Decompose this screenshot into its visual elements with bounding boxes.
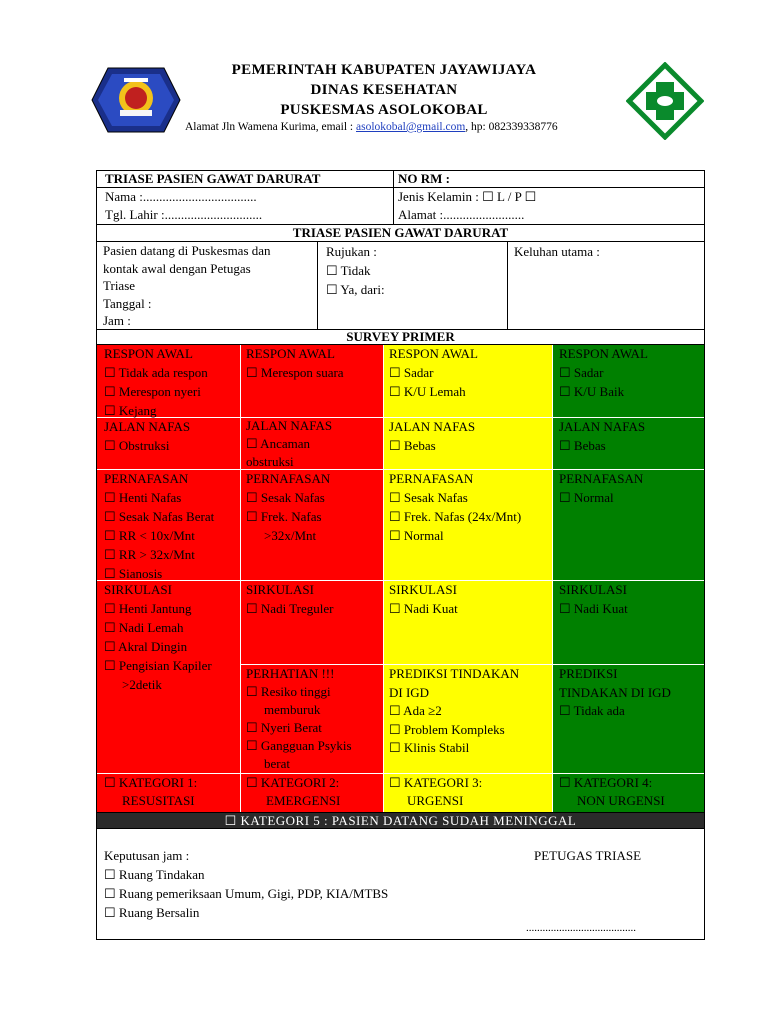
green-prediksi-heading: PREDIKSI bbox=[559, 666, 618, 681]
red2-sesak-nafas-checkbox[interactable]: ☐ Sesak Nafas bbox=[246, 490, 325, 505]
yellow-pernafasan-heading: PERNAFASAN bbox=[389, 471, 474, 486]
kategori-2-checkbox[interactable]: ☐ KATEGORI 2: bbox=[246, 775, 340, 790]
keputusan-jam-field[interactable]: Keputusan jam : bbox=[104, 848, 190, 863]
patient-info-block bbox=[393, 187, 705, 225]
arrival-time-field[interactable]: Jam : bbox=[103, 313, 131, 328]
red2-sirkulasi-block bbox=[246, 580, 382, 618]
green-respon-block bbox=[559, 344, 704, 401]
green-ku-baik-checkbox[interactable]: ☐ K/U Baik bbox=[559, 384, 625, 399]
yellow-prediksi-block bbox=[389, 665, 551, 758]
signature-line[interactable]: ........................................ bbox=[526, 922, 636, 934]
no-rm-label: NO RM : bbox=[398, 171, 450, 186]
green-pernafasan-heading: PERNAFASAN bbox=[559, 471, 644, 486]
yellow-problem-kompleks-checkbox[interactable]: ☐ Problem Kompleks bbox=[389, 721, 505, 737]
yellow-ku-lemah-checkbox[interactable]: ☐ K/U Lemah bbox=[389, 384, 466, 399]
red1-respon-heading: RESPON AWAL bbox=[104, 346, 193, 361]
green-sirkulasi-heading: SIRKULASI bbox=[559, 582, 627, 597]
name-field[interactable]: Nama :................................... bbox=[105, 189, 257, 204]
red1-nadi-lemah-checkbox[interactable]: ☐ Nadi Lemah bbox=[104, 620, 184, 635]
vdivider-1 bbox=[240, 345, 241, 812]
address-line bbox=[185, 121, 558, 133]
address-suffix: , hp: 082339338776 bbox=[465, 121, 558, 133]
red2-perhatian-heading: PERHATIAN !!! bbox=[246, 666, 335, 681]
green-column bbox=[552, 345, 704, 812]
arrival-block bbox=[96, 241, 318, 330]
vdivider-2 bbox=[383, 345, 384, 812]
red1-sirkulasi-heading: SIRKULASI bbox=[104, 582, 172, 597]
yellow-ada-2-checkbox[interactable]: ☐ Ada ≥2 bbox=[389, 703, 442, 718]
address-field[interactable]: Alamat :......................... bbox=[398, 207, 525, 222]
green-jalan-heading: JALAN NAFAS bbox=[559, 419, 646, 434]
email-link[interactable]: asolokobal@gmail.com bbox=[356, 121, 466, 133]
red1-pernafasan-heading: PERNAFASAN bbox=[104, 471, 189, 486]
kategori-1-block[interactable] bbox=[104, 774, 240, 810]
form-title-text: TRIASE PASIEN GAWAT DARURAT bbox=[105, 171, 321, 186]
green-sirkulasi-block bbox=[559, 580, 704, 618]
address-prefix: Alamat Jln Wamena Kurima, email : bbox=[185, 121, 356, 133]
red2-frek-nafas-checkbox[interactable]: ☐ Frek. Nafas bbox=[246, 509, 322, 524]
red2-pernafasan-heading: PERNAFASAN bbox=[246, 471, 331, 486]
red2-gangguan-psykis-detail: berat bbox=[264, 756, 290, 771]
yellow-respon-heading: RESPON AWAL bbox=[389, 346, 478, 361]
red1-pengisian-kapiler-detail: >2detik bbox=[122, 677, 162, 692]
grid-border-right bbox=[704, 345, 705, 813]
yellow-nadi-kuat-checkbox[interactable]: ☐ Nadi Kuat bbox=[389, 601, 458, 616]
red1-henti-jantung-checkbox[interactable]: ☐ Henti Jantung bbox=[104, 601, 192, 616]
yellow-respon-block bbox=[389, 344, 551, 401]
red1-akral-dingin-checkbox[interactable]: ☐ Akral Dingin bbox=[104, 639, 188, 654]
yellow-prediksi-heading-2: DI IGD bbox=[389, 684, 430, 700]
arrival-text-3: Triase bbox=[103, 278, 136, 293]
kategori-3-checkbox[interactable]: ☐ KATEGORI 3: bbox=[389, 775, 483, 790]
ruang-tindakan-checkbox[interactable]: ☐ Ruang Tindakan bbox=[104, 867, 205, 882]
keluhan-label: Keluhan utama : bbox=[514, 244, 600, 259]
arrival-text-2: kontak awal dengan Petugas bbox=[103, 260, 251, 276]
green-jalan-block bbox=[559, 417, 704, 455]
rujukan-block bbox=[317, 241, 508, 330]
green-bebas-checkbox[interactable]: ☐ Bebas bbox=[559, 438, 606, 453]
yellow-sesak-nafas-checkbox[interactable]: ☐ Sesak Nafas bbox=[389, 490, 468, 505]
ruang-bersalin-checkbox[interactable]: ☐ Ruang Bersalin bbox=[104, 905, 200, 920]
rujukan-label: Rujukan : bbox=[326, 244, 377, 259]
vdivider-3 bbox=[552, 345, 553, 812]
yellow-frek-nafas-checkbox[interactable]: ☐ Frek. Nafas (24x/Mnt) bbox=[389, 509, 522, 524]
red1-henti-nafas-checkbox[interactable]: ☐ Henti Nafas bbox=[104, 490, 182, 505]
kategori-2-block[interactable] bbox=[246, 774, 382, 810]
decision-options bbox=[104, 846, 484, 922]
kategori-4-block[interactable] bbox=[559, 774, 704, 810]
kategori-4-checkbox[interactable]: ☐ KATEGORI 4: bbox=[559, 775, 653, 790]
red2-perhatian-block bbox=[246, 665, 382, 773]
rujukan-tidak-checkbox[interactable]: ☐ Tidak bbox=[326, 263, 371, 278]
red2-nyeri-berat-checkbox[interactable]: ☐ Nyeri Berat bbox=[246, 720, 322, 735]
yellow-bebas-checkbox[interactable]: ☐ Bebas bbox=[389, 438, 436, 453]
red1-sirkulasi-block bbox=[104, 580, 240, 694]
red1-rr-low-checkbox[interactable]: ☐ RR < 10x/Mnt bbox=[104, 528, 195, 543]
keluhan-block[interactable] bbox=[507, 241, 705, 330]
patient-id-block bbox=[96, 187, 394, 225]
red2-ancaman-checkbox[interactable]: ☐ Ancaman bbox=[246, 436, 310, 451]
birthdate-field[interactable]: Tgl. Lahir :.............................. bbox=[105, 207, 263, 222]
yellow-klinis-stabil-checkbox[interactable]: ☐ Klinis Stabil bbox=[389, 740, 470, 755]
kategori-1-label: RESUSITASI bbox=[122, 793, 195, 808]
green-normal-checkbox[interactable]: ☐ Normal bbox=[559, 490, 614, 505]
red2-respon-heading: RESPON AWAL bbox=[246, 346, 335, 361]
petugas-triase-label: PETUGAS TRIASE bbox=[534, 848, 642, 863]
red2-frek-nafas-detail: >32x/Mnt bbox=[264, 528, 317, 543]
red1-jalan-block bbox=[104, 417, 240, 455]
yellow-normal-checkbox[interactable]: ☐ Normal bbox=[389, 528, 444, 543]
red2-resiko-tinggi-checkbox[interactable]: ☐ Resiko tinggi bbox=[246, 684, 331, 699]
green-respon-heading: RESPON AWAL bbox=[559, 346, 648, 361]
red2-ancaman-detail: obstruksi bbox=[246, 454, 294, 469]
grid-border-left bbox=[96, 345, 97, 813]
section-title: TRIASE PASIEN GAWAT DARURAT bbox=[96, 224, 705, 242]
red1-respon-block bbox=[104, 344, 240, 420]
government-title: PEMERINTAH KABUPATEN JAYAWIJAYA bbox=[231, 62, 537, 78]
green-tidak-ada-checkbox[interactable]: ☐ Tidak ada bbox=[559, 703, 625, 718]
yellow-jalan-block bbox=[389, 417, 551, 455]
gender-field[interactable]: Jenis Kelamin : ☐ L / P ☐ bbox=[398, 189, 537, 204]
puskesmas-title: PUSKESMAS ASOLOKOBAL bbox=[280, 102, 488, 118]
department-title: DINAS KESEHATAN bbox=[310, 82, 458, 98]
red1-rr-high-checkbox[interactable]: ☐ RR > 32x/Mnt bbox=[104, 547, 195, 562]
yellow-pernafasan-block bbox=[389, 469, 551, 545]
red2-gangguan-psykis-checkbox[interactable]: ☐ Gangguan Psykis bbox=[246, 738, 352, 753]
red2-nadi-ireguler-checkbox[interactable]: ☐ Nadi Treguler bbox=[246, 601, 334, 616]
green-nadi-kuat-checkbox[interactable]: ☐ Nadi Kuat bbox=[559, 601, 628, 616]
red1-jalan-heading: JALAN NAFAS bbox=[104, 419, 191, 434]
red2-sirkulasi-heading: SIRKULASI bbox=[246, 582, 314, 597]
yellow-jalan-heading: JALAN NAFAS bbox=[389, 419, 476, 434]
red1-pernafasan-block bbox=[104, 469, 240, 583]
green-prediksi-block bbox=[559, 665, 704, 721]
arrival-date-field[interactable]: Tanggal : bbox=[103, 295, 152, 311]
yellow-sirkulasi-heading: SIRKULASI bbox=[389, 582, 457, 597]
red1-merespon-nyeri-checkbox[interactable]: ☐ Merespon nyeri bbox=[104, 384, 201, 399]
survey-primer-title: SURVEY PRIMER bbox=[96, 329, 705, 345]
green-pernafasan-block bbox=[559, 469, 704, 507]
kategori-3-label: URGENSI bbox=[407, 793, 464, 808]
green-cross-health-icon bbox=[626, 62, 704, 140]
red1-pengisian-kapiler-checkbox[interactable]: ☐ Pengisian Kapiler bbox=[104, 658, 212, 673]
no-rm-field[interactable] bbox=[393, 170, 705, 188]
form-title bbox=[96, 170, 394, 188]
arrival-text-1: Pasien datang di Puskesmas dan bbox=[103, 243, 271, 258]
green-sadar-checkbox[interactable]: ☐ Sadar bbox=[559, 365, 604, 380]
kategori-2-label: EMERGENSI bbox=[266, 793, 341, 808]
red1-obstruksi-checkbox[interactable]: ☐ Obstruksi bbox=[104, 438, 170, 453]
red2-pernafasan-block bbox=[246, 469, 382, 545]
red1-kejang-checkbox[interactable]: ☐ Kejang bbox=[104, 403, 157, 418]
kategori-3-block[interactable] bbox=[389, 774, 551, 810]
red2-jalan-heading: JALAN NAFAS bbox=[246, 418, 333, 433]
red1-sianosis-checkbox[interactable]: ☐ Sianosis bbox=[104, 566, 163, 581]
red1-tidak-ada-respon-checkbox[interactable]: ☐ Tidak ada respon bbox=[104, 365, 208, 380]
red2-resiko-tinggi-detail: memburuk bbox=[264, 702, 321, 717]
red2-merespon-suara-checkbox[interactable]: ☐ Merespon suara bbox=[246, 365, 344, 380]
ruang-pemeriksaan-checkbox[interactable]: ☐ Ruang pemeriksaan Umum, Gigi, PDP, KIA/MTBS bbox=[104, 886, 389, 901]
yellow-sadar-checkbox[interactable]: ☐ Sadar bbox=[389, 365, 434, 380]
yellow-sirkulasi-block bbox=[389, 580, 551, 618]
kategori-5-checkbox[interactable]: ☐ KATEGORI 5 : PASIEN DATANG SUDAH MENINGGAL bbox=[96, 812, 705, 829]
rujukan-ya-checkbox[interactable]: ☐ Ya, dari: bbox=[326, 282, 385, 297]
red2-respon-block bbox=[246, 344, 382, 382]
kategori-4-label: NON URGENSI bbox=[577, 793, 665, 808]
green-prediksi-heading-2: TINDAKAN DI IGD bbox=[559, 684, 671, 700]
red1-sesak-berat-checkbox[interactable]: ☐ Sesak Nafas Berat bbox=[104, 509, 215, 524]
kategori-1-checkbox[interactable]: ☐ KATEGORI 1: bbox=[104, 775, 198, 790]
yellow-prediksi-heading: PREDIKSI TINDAKAN bbox=[389, 666, 520, 681]
red2-jalan-block bbox=[246, 417, 382, 471]
